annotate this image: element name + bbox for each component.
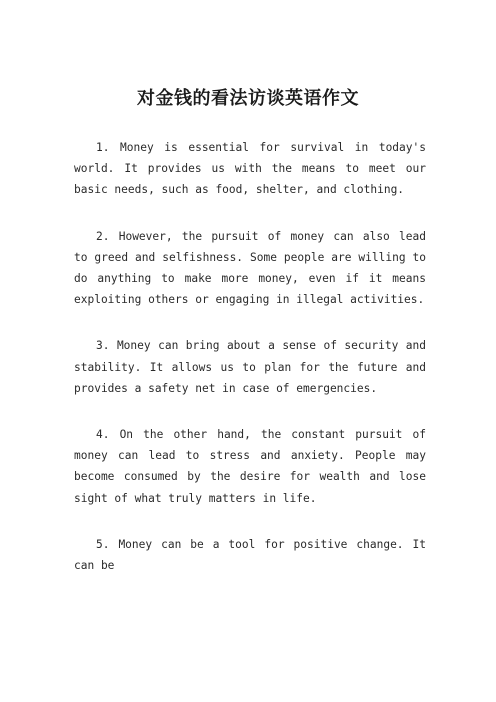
document-body [74,137,426,601]
paragraph-2: 2. However, the pursuit of money can also lead to greed and selfishness. Some people are willing to do anything to make more money, even if it means exploiting others or engaging in illegal activities. [74,229,426,307]
paragraph-4: 4. On the other hand, the constant pursuit of money can lead to stress and anxiety. People may become consumed by the desire for wealth and lose sight of what truly matters in life. [74,428,426,505]
paragraph-5: 5. Money can be a tool for positive change. It can be [74,537,426,573]
paragraph-3: 3. Money can bring about a sense of security and stability. It allows us to plan for the future and provides a safety net in case of emergencies. [74,339,426,395]
document-title: 对金钱的看法访谈英语作文 [137,88,359,109]
paragraph-1: 1. Money is essential for survival in today's world. It provides us with the means to meet our basic needs, such as food, shelter, and clothing. [74,141,426,197]
